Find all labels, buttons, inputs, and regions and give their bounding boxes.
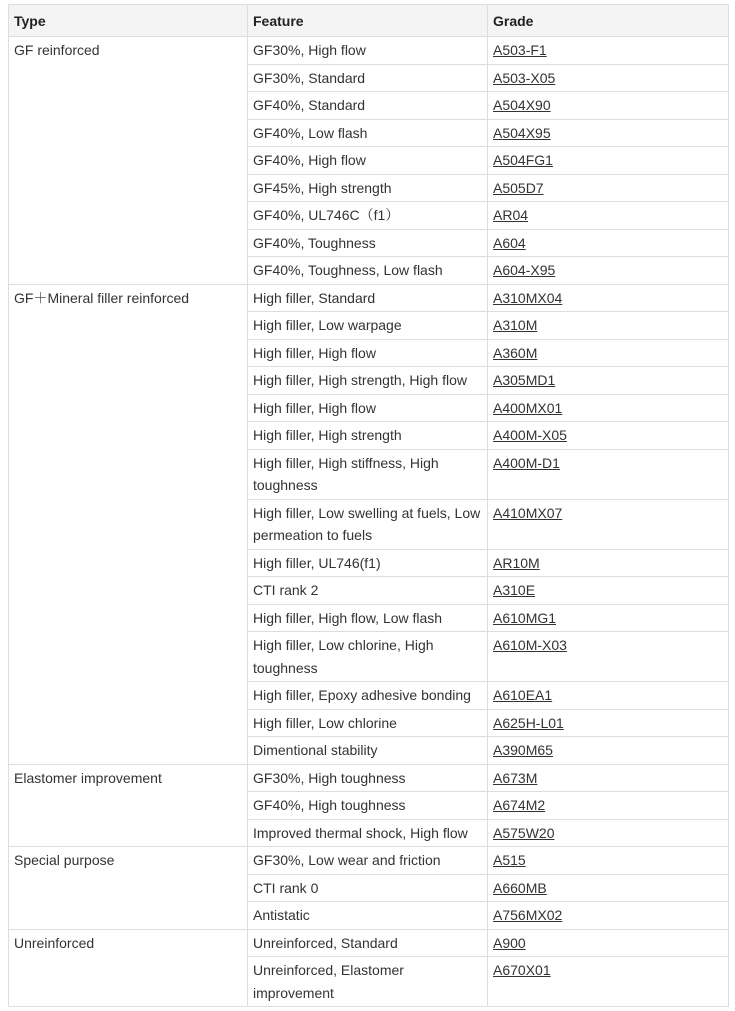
grade-link[interactable]: A610M-X03 <box>493 637 567 653</box>
grade-cell <box>488 394 729 422</box>
feature-cell: High filler, High flow <box>248 339 488 367</box>
type-cell: GF reinforced <box>9 37 248 285</box>
header-type: Type <box>9 5 248 37</box>
grade-link[interactable]: A503-F1 <box>493 42 547 58</box>
grade-link[interactable]: A604 <box>493 234 526 251</box>
feature-cell: High filler, Low warpage <box>248 312 488 340</box>
feature-cell: High filler, Low chlorine <box>248 709 488 737</box>
grade-cell <box>488 257 729 285</box>
grade-cell <box>488 367 729 395</box>
grade-link[interactable]: A610MG1 <box>493 609 557 626</box>
grade-link[interactable]: A504X90 <box>493 97 551 113</box>
grade-cell <box>488 312 729 340</box>
feature-cell: GF30%, Low wear and friction <box>248 847 488 875</box>
table-body <box>9 37 729 1007</box>
grade-link[interactable]: A310M <box>493 317 538 333</box>
grade-link[interactable]: A610EA1 <box>493 687 553 703</box>
grade-cell <box>488 284 729 312</box>
grade-link[interactable]: A900 <box>493 934 526 951</box>
grade-cell <box>488 847 729 875</box>
grade-cell <box>488 119 729 147</box>
grade-link[interactable]: A674M2 <box>493 797 546 813</box>
type-cell: Unreinforced <box>9 929 248 1007</box>
grade-cell <box>488 422 729 450</box>
grade-cell <box>488 229 729 257</box>
feature-cell: Unreinforced, Elastomer improvement <box>248 957 488 1007</box>
feature-cell: GF30%, Standard <box>248 64 488 92</box>
feature-cell: GF40%, High flow <box>248 147 488 175</box>
grade-link[interactable]: A505D7 <box>493 179 544 196</box>
table-row <box>9 284 729 312</box>
grade-link[interactable]: A305MD1 <box>493 372 556 388</box>
grade-link[interactable]: A515 <box>493 852 526 868</box>
grade-link[interactable]: A504X95 <box>493 124 551 141</box>
grade-cell <box>488 682 729 710</box>
grade-cell <box>488 202 729 230</box>
feature-cell: GF45%, High strength <box>248 174 488 202</box>
feature-cell: High filler, Low chlorine, High toughness <box>248 632 488 682</box>
grade-cell <box>488 64 729 92</box>
feature-cell: High filler, High stiffness, High toughness <box>248 449 488 499</box>
feature-cell: High filler, Standard <box>248 284 488 312</box>
grade-link[interactable]: A604-X95 <box>493 262 556 278</box>
grade-link[interactable]: A390M65 <box>493 742 553 758</box>
grade-link[interactable]: A310E <box>493 582 536 598</box>
grade-cell <box>488 902 729 930</box>
header-row <box>9 5 729 37</box>
feature-cell: High filler, Epoxy adhesive bonding <box>248 682 488 710</box>
grade-cell <box>488 499 729 549</box>
grade-link[interactable]: A310MX04 <box>493 289 563 306</box>
grade-cell <box>488 819 729 847</box>
feature-cell: GF40%, Standard <box>248 92 488 120</box>
feature-cell: GF30%, High flow <box>248 37 488 65</box>
feature-cell: High filler, Low swelling at fuels, Low permeation to fuels <box>248 499 488 549</box>
grade-cell <box>488 632 729 682</box>
grade-cell <box>488 929 729 957</box>
grade-cell <box>488 339 729 367</box>
feature-cell: GF40%, Low flash <box>248 119 488 147</box>
grade-link[interactable]: A400MX01 <box>493 399 563 416</box>
grade-link[interactable]: A400M-D1 <box>493 454 560 471</box>
grade-link[interactable]: AR04 <box>493 207 529 223</box>
table-row <box>9 37 729 65</box>
feature-cell: High filler, High strength <box>248 422 488 450</box>
grade-link[interactable]: A503-X05 <box>493 69 556 86</box>
feature-cell: CTI rank 2 <box>248 577 488 605</box>
feature-cell: GF40%, UL746C（f1） <box>248 202 488 230</box>
grade-table-container <box>8 4 728 1007</box>
feature-cell: High filler, High flow, Low flash <box>248 604 488 632</box>
type-cell: Special purpose <box>9 847 248 930</box>
feature-cell: CTI rank 0 <box>248 874 488 902</box>
header-feature: Feature <box>248 5 488 37</box>
grade-link[interactable]: A400M-X05 <box>493 427 567 443</box>
feature-cell: Dimentional stability <box>248 737 488 765</box>
grade-cell <box>488 957 729 1007</box>
grade-cell <box>488 92 729 120</box>
feature-cell: Improved thermal shock, High flow <box>248 819 488 847</box>
grade-cell <box>488 764 729 792</box>
feature-cell: Antistatic <box>248 902 488 930</box>
grade-table <box>8 4 729 1007</box>
grade-cell <box>488 174 729 202</box>
grade-cell <box>488 147 729 175</box>
grade-cell <box>488 449 729 499</box>
feature-cell: High filler, UL746(f1) <box>248 549 488 577</box>
feature-cell: High filler, High strength, High flow <box>248 367 488 395</box>
grade-link[interactable]: A673M <box>493 769 538 786</box>
grade-link[interactable]: A504FG1 <box>493 152 553 168</box>
grade-cell <box>488 604 729 632</box>
grade-cell <box>488 709 729 737</box>
grade-link[interactable]: A625H-L01 <box>493 714 564 731</box>
feature-cell: GF40%, Toughness, Low flash <box>248 257 488 285</box>
grade-link[interactable]: A360M <box>493 344 538 361</box>
grade-cell <box>488 577 729 605</box>
table-row <box>9 764 729 792</box>
feature-cell: High filler, High flow <box>248 394 488 422</box>
grade-link[interactable]: A410MX07 <box>493 504 563 521</box>
grade-link[interactable]: A756MX02 <box>493 907 563 923</box>
grade-cell <box>488 792 729 820</box>
feature-cell: GF40%, Toughness <box>248 229 488 257</box>
grade-cell <box>488 737 729 765</box>
header-grade: Grade <box>488 5 729 37</box>
table-row <box>9 847 729 875</box>
grade-cell <box>488 549 729 577</box>
type-cell: Elastomer improvement <box>9 764 248 847</box>
grade-cell <box>488 874 729 902</box>
grade-link[interactable]: A575W20 <box>493 824 555 841</box>
grade-link[interactable]: AR10M <box>493 554 540 571</box>
grade-link[interactable]: A670X01 <box>493 962 551 978</box>
feature-cell: Unreinforced, Standard <box>248 929 488 957</box>
grade-cell <box>488 37 729 65</box>
type-cell: GF＋Mineral filler reinforced <box>9 284 248 764</box>
feature-cell: GF40%, High toughness <box>248 792 488 820</box>
table-row <box>9 929 729 957</box>
grade-link[interactable]: A660MB <box>493 879 547 896</box>
feature-cell: GF30%, High toughness <box>248 764 488 792</box>
